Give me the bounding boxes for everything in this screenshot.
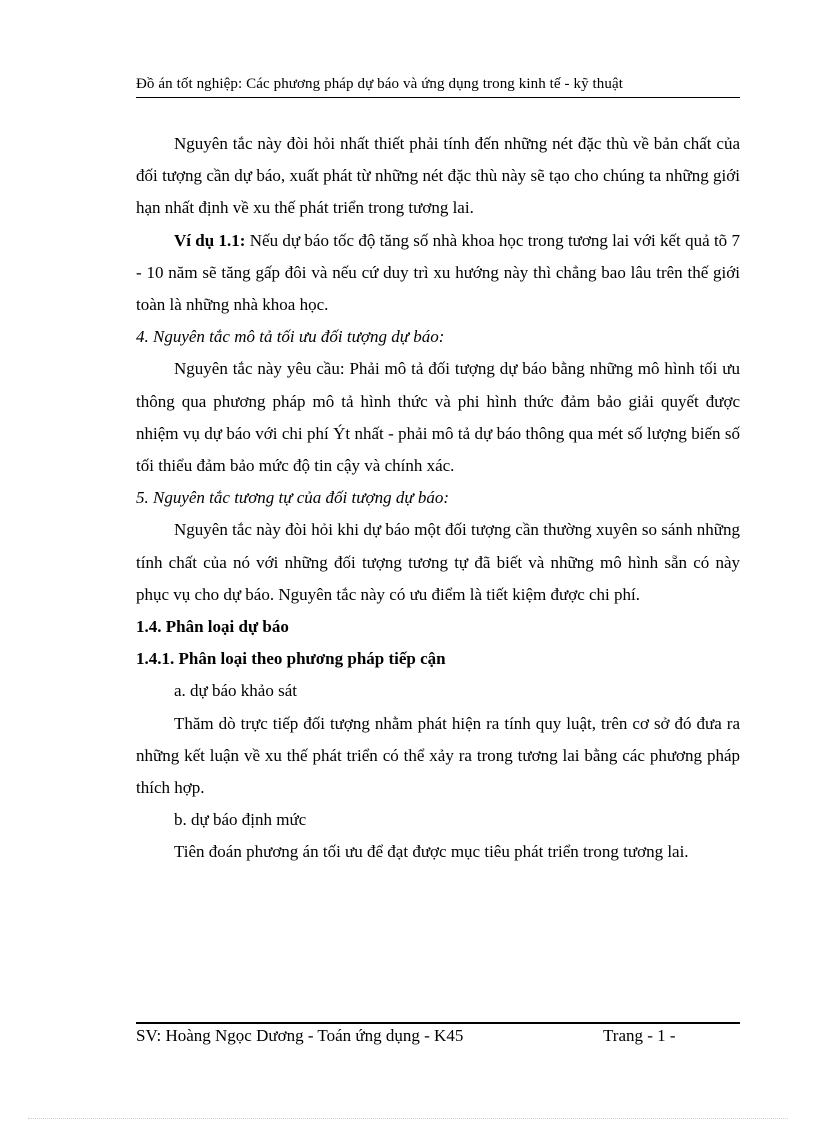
subsection-heading: 1.4.1. Phân loại theo phương pháp tiếp cận: [136, 649, 446, 669]
item-b-title: b. dự báo định mức: [174, 810, 307, 830]
footer-author: SV: Hoàng Ngọc Dương - Toán ứng dụng - K45: [136, 1026, 464, 1045]
paragraph-item-b: Tiên đoán phương án tối ưu để đạt được mục tiêu phát triển trong tương lai.: [174, 842, 689, 862]
item-a-title: a. dự báo khảo sát: [174, 681, 297, 701]
footer-divider: [136, 1022, 740, 1024]
example-label: Ví dụ 1.1:: [174, 230, 246, 250]
paragraph-item-a: Thăm dò trực tiếp đối tượng nhằm phát hiện ra tính quy luật, trên cơ sở đó đưa ra những kết luận về xu thế phát triển có thể xảy ra trong tương lai bằng các phương pháp thích hợp.: [136, 713, 740, 798]
paragraph-principle-4-text: Nguyên tắc này yêu cầu: Phải mô tả đối tượng dự báo bằng những mô hình tối ưu thông qua phương pháp mô tả hình thức và phi hình thức đảm bảo giải quyết được nhiệm vụ dự báo với chi phí Ýt nhất - phải mô tả dự báo thông qua mét số lượng biến số tối thiểu đảm bảo mức độ tin cậy và chính xác.: [136, 359, 740, 476]
paragraph-example-1-1: [136, 225, 740, 322]
footer-page-number: Trang - 1 -: [603, 1026, 676, 1045]
paragraph-principle-3-text: Nguyên tắc này đòi hỏi nhất thiết phải tính đến những nét đặc thù về bản chất của đối tượng cần dự báo, xuất phát từ những nét đặc thù này sẽ tạo cho chúng ta những giới hạn nhất định về xu thế phát triển trong tương lai.: [136, 134, 740, 218]
principle-5-title: 5. Nguyên tắc tương tự của đối tượng dự báo:: [136, 488, 450, 508]
example-text: Nếu dự báo tốc độ tăng số nhà khoa học trong tương lai với kết quả tõ 7 - 10 năm sẽ tăng gấp đôi và nếu cứ duy trì xu hướng này thì chẳng bao lâu trên thế giới toàn là những nhà khoa học.: [136, 230, 740, 315]
running-header: Đồ án tốt nghiệp: Các phương pháp dự báo và ứng dụng trong kinh tế - kỹ thuật: [136, 76, 624, 92]
page-bottom-dotted-edge: [28, 1118, 788, 1119]
paragraph-principle-5-text: Nguyên tắc này đòi hỏi khi dự báo một đối tượng cần thường xuyên so sánh những tính chất của nó với những đối tượng tương tự đã biết và những mô hình sẵn có này phục vụ cho dự báo. Nguyên tắc này có ưu điểm là tiết kiệm được chi phí.: [136, 520, 740, 604]
document-body: [136, 128, 740, 869]
section-heading: 1.4. Phân loại dự báo: [136, 617, 289, 637]
header-divider: [136, 97, 740, 98]
principle-4-title: 4. Nguyên tắc mô tả tối ưu đối tượng dự báo:: [136, 327, 445, 347]
